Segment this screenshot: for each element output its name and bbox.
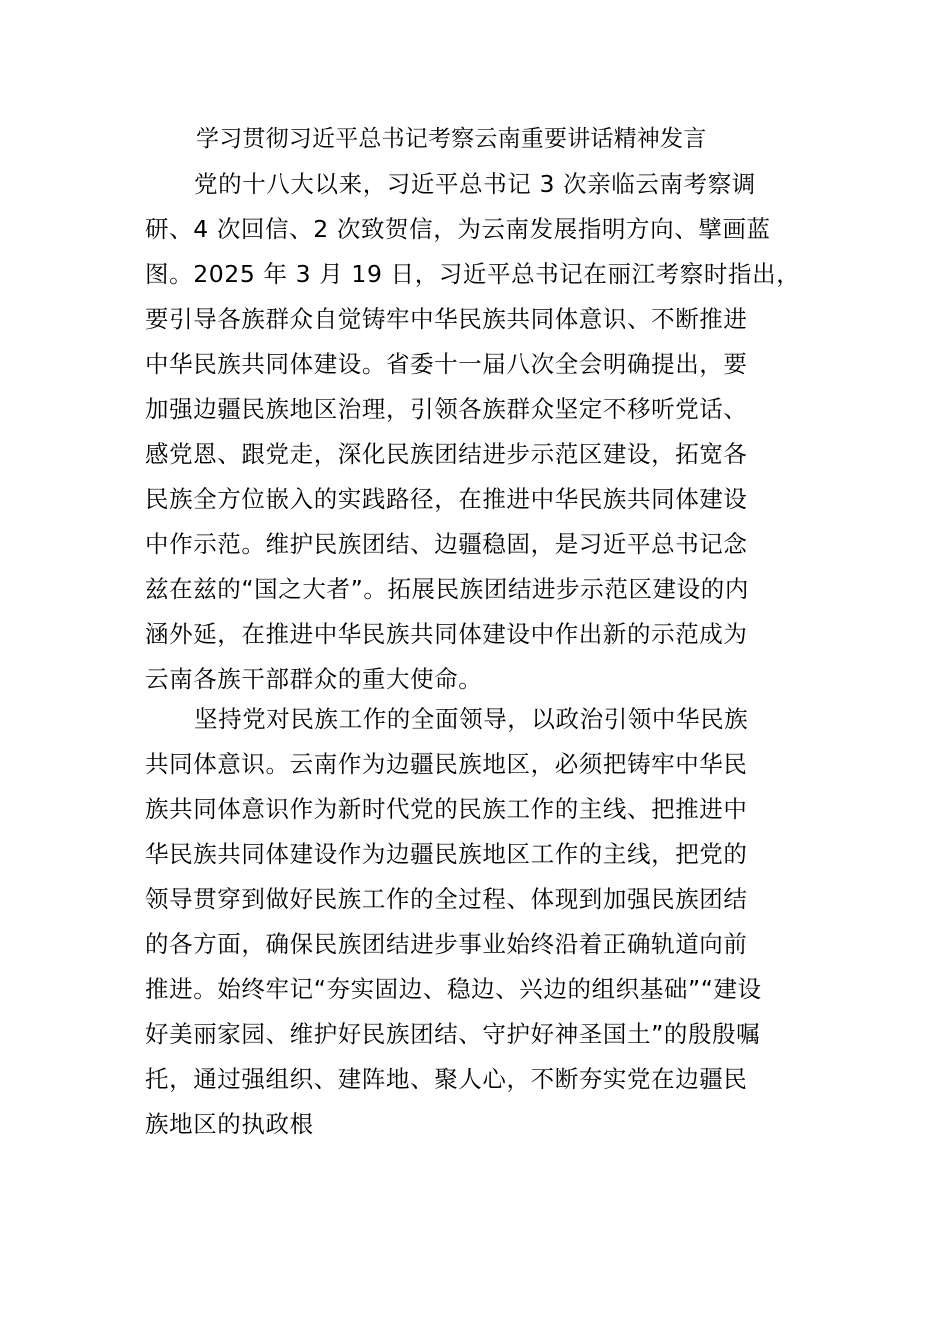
- document-title: 学习贯彻习近平总书记考察云南重要讲话精神发言: [196, 126, 707, 152]
- text-line: 共同体意识。云南作为边疆民族地区，必须把铸牢中华民: [145, 750, 748, 778]
- text-line: 族地区的执政根: [145, 1110, 314, 1138]
- text-line: 研、4 次回信、2 次致贺信，为云南发展指明方向、擘画蓝: [145, 215, 771, 243]
- text-line: 的各方面，确保民族团结进步事业始终沿着正确轨道向前: [145, 930, 748, 958]
- text-line: 好美丽家园、维护好民族团结、守护好神圣国土”的殷殷嘱: [145, 1020, 761, 1048]
- text-line: 图。2025 年 3 月 19 日，习近平总书记在丽江考察时指出，: [145, 260, 801, 288]
- text-line: 党的十八大以来，习近平总书记 3 次亲临云南考察调: [194, 170, 756, 198]
- text-line: 华民族共同体建设作为边疆民族地区工作的主线，把党的: [145, 840, 748, 868]
- paragraph-1: [145, 162, 845, 702]
- text-line: 托，通过强组织、建阵地、聚人心，不断夯实党在边疆民: [145, 1065, 748, 1093]
- text-line: 感党恩、跟党走，深化民族团结进步示范区建设，拓宽各: [145, 440, 748, 468]
- text-line: 中作示范。维护民族团结、边疆稳固，是习近平总书记念: [145, 530, 748, 558]
- text-line: 民族全方位嵌入的实践路径，在推进中华民族共同体建设: [145, 485, 748, 513]
- text-line: 推进。始终牢记“夯实固边、稳边、兴边的组织基础”“建设: [145, 975, 762, 1003]
- text-line: 中华民族共同体建设。省委十一届八次全会明确提出，要: [145, 350, 748, 378]
- text-line: 领导贯穿到做好民族工作的全过程、体现到加强民族团结: [145, 885, 748, 913]
- text-line: 兹在兹的“国之大者”。拓展民族团结进步示范区建设的内: [145, 575, 749, 603]
- text-line: 要引导各族群众自觉铸牢中华民族共同体意识、不断推进: [145, 305, 748, 333]
- text-line: 涵外延，在推进中华民族共同体建设中作出新的示范成为: [145, 620, 748, 648]
- text-line: 加强边疆民族地区治理，引领各族群众坚定不移听党话、: [145, 395, 748, 423]
- text-line: 族共同体意识作为新时代党的民族工作的主线、把推进中: [145, 795, 748, 823]
- text-line: 云南各族干部群众的重大使命。: [145, 665, 483, 693]
- text-line: 坚持党对民族工作的全面领导，以政治引领中华民族: [194, 705, 749, 733]
- paragraph-2: [145, 697, 845, 1147]
